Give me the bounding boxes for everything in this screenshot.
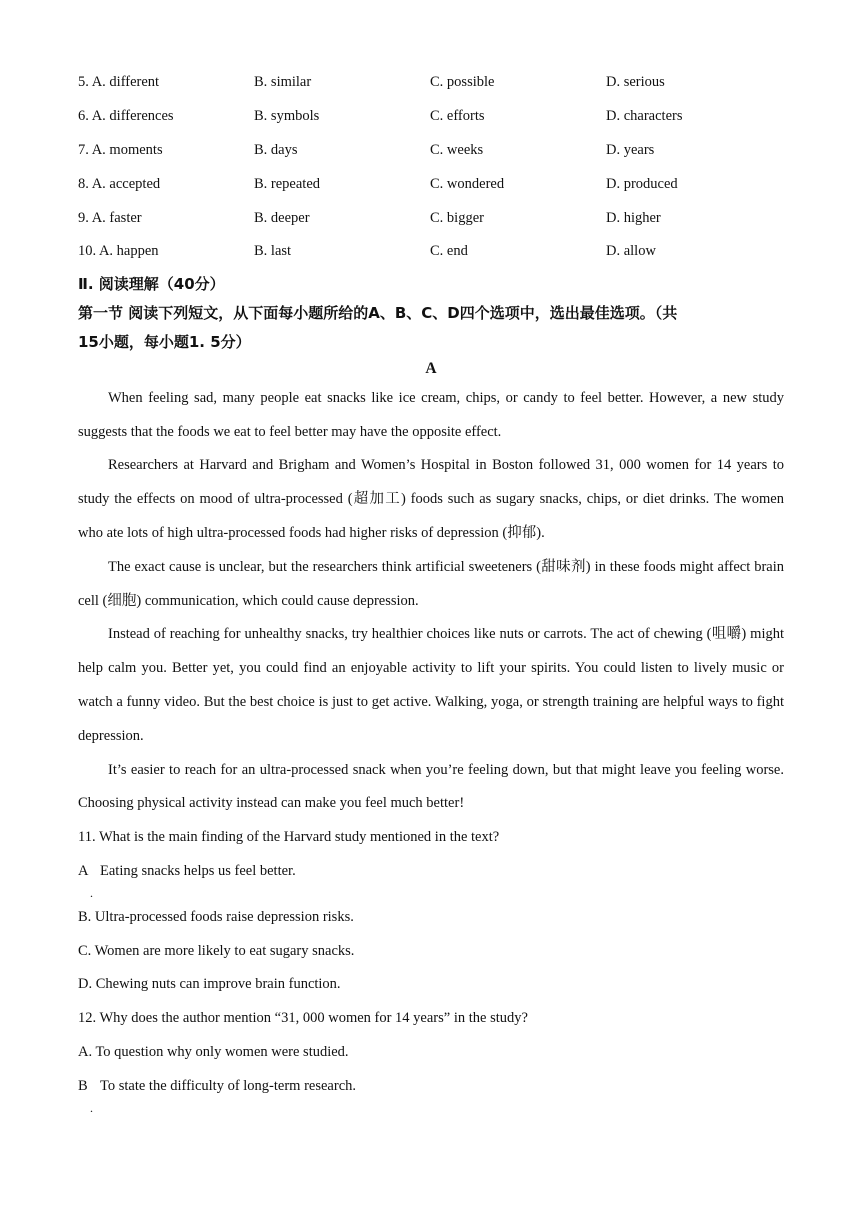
answer-option-c[interactable]: C. Women are more likely to eat sugary snacks. — [78, 942, 355, 959]
passage — [78, 382, 784, 821]
exam-page — [78, 66, 784, 1116]
dot-mark: . — [90, 1100, 93, 1115]
passage-paragraph: The exact cause is unclear, but the researchers think artificial sweeteners (甜味剂) in these foods might affect brain cell (细胞) communication, which could cause depression. — [78, 558, 784, 609]
question-stem: 12. Why does the author mention “31, 000 women for 14 years” in the study? — [78, 1010, 528, 1027]
option-d: D. produced — [606, 175, 678, 192]
option-b: B. days — [254, 141, 298, 158]
option-c: C. end — [430, 243, 468, 260]
passage-paragraph: Researchers at Harvard and Brigham and Women’s Hospital in Boston followed 31, 000 women for 14 years to study the effects on mood of ultra-processed (超加工) foods such as sugary snacks, chips, or diet drinks. The women who ate lots of high ultra-processed foods had higher risks of depression (抑郁). — [78, 457, 784, 541]
option-a: 8. A. accepted — [78, 175, 161, 192]
question-11 — [78, 821, 784, 1002]
section-instruction-line2: 15小题，每小题1. 5分） — [78, 332, 251, 351]
answer-option-a[interactable]: A. To question why only women were studied. — [78, 1043, 349, 1060]
option-b: B. last — [254, 243, 292, 260]
question-stem: 11. What is the main finding of the Harvard study mentioned in the text? — [78, 829, 500, 846]
option-c: C. efforts — [430, 108, 485, 125]
option-text: To state the difficulty of long-term research. — [100, 1077, 357, 1094]
option-b: B. repeated — [254, 175, 321, 192]
option-letter: B — [78, 1077, 88, 1094]
option-b: B. symbols — [254, 108, 320, 125]
passage-title: A — [425, 359, 437, 377]
cloze-options — [78, 66, 784, 269]
option-d: D. higher — [606, 209, 661, 226]
dot-mark: . — [90, 885, 93, 900]
option-b: B. deeper — [254, 209, 310, 226]
cloze-row-9 — [78, 201, 784, 235]
option-a: 6. A. differences — [78, 108, 174, 125]
cloze-row-5 — [78, 66, 784, 100]
cloze-row-10 — [78, 235, 784, 269]
passage-paragraph: Instead of reaching for unhealthy snacks, try healthier choices like nuts or carrots. The act of chewing (咀嚼) might help calm you. Better yet, you could find an enjoyable activity to lift your spirits. You could listen to lively music or watch a funny video. But the best choice is just to get active. Walking, yoga, or strength training are helpful ways to fight depression. — [78, 626, 784, 744]
section-instruction-line1: 第一节 阅读下列短文，从下面每小题所给的A、B、C、D四个选项中，选出最佳选项。（共 — [78, 303, 678, 322]
option-c: C. wondered — [430, 175, 505, 192]
option-c: C. weeks — [430, 141, 484, 158]
answer-option-a[interactable] — [78, 855, 784, 900]
option-d: D. characters — [606, 108, 683, 125]
option-b: B. similar — [254, 74, 312, 91]
answer-option-d[interactable]: D. Chewing nuts can improve brain function. — [78, 976, 341, 993]
option-d: D. serious — [606, 74, 665, 91]
cloze-row-8 — [78, 167, 784, 201]
option-a: 5. A. different — [78, 74, 160, 91]
option-text: Eating snacks helps us feel better. — [100, 862, 296, 879]
answer-option-b[interactable]: B. Ultra-processed foods raise depression risks. — [78, 908, 354, 925]
option-d: D. allow — [606, 243, 656, 260]
section-heading: Ⅱ. 阅读理解（40分） — [78, 274, 225, 293]
passage-paragraph: When feeling sad, many people eat snacks like ice cream, chips, or candy to feel better. However, a new study suggests that the foods we eat to feel better may have the opposite effect. — [78, 389, 784, 440]
answer-option-b[interactable] — [78, 1070, 784, 1115]
option-a: 9. A. faster — [78, 209, 142, 226]
option-a: 7. A. moments — [78, 141, 163, 158]
option-d: D. years — [606, 141, 655, 158]
option-c: C. possible — [430, 74, 495, 91]
question-12 — [78, 1002, 784, 1115]
cloze-row-6 — [78, 100, 784, 134]
option-c: C. bigger — [430, 209, 484, 226]
option-a: 10. A. happen — [78, 243, 159, 260]
option-letter: A — [78, 862, 89, 879]
cloze-row-7 — [78, 134, 784, 168]
passage-paragraph: It’s easier to reach for an ultra-processed snack when you’re feeling down, but that might leave you feeling worse. Choosing physical activity instead can make you feel much better! — [78, 761, 784, 812]
